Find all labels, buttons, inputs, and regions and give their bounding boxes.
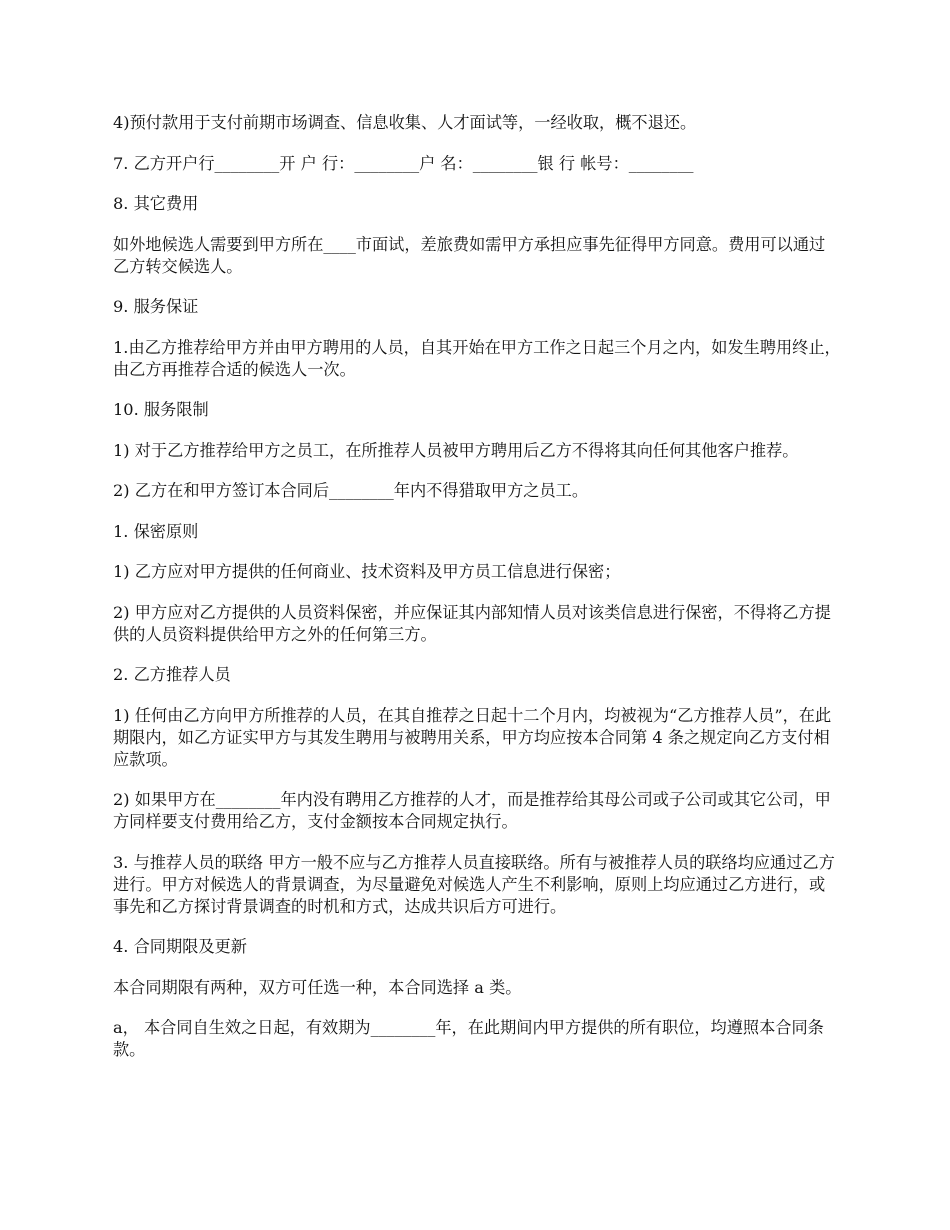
paragraph-prepayment-clause: 4)预付款用于支付前期市场调查、信息收集、人才面试等，一经收取，概不退还。: [113, 113, 697, 132]
paragraph-contract-term-a: a， 本合同自生效之日起，有效期为________年，在此期间内甲方提供的所有职位，均遵照本合同条款。: [113, 1018, 824, 1059]
paragraph-restriction-1: 1) 对于乙方推荐给甲方之员工，在所推荐人员被甲方聘用后乙方不得将其向任何其他客户推荐。: [113, 440, 799, 460]
paragraph-travel-expenses: 如外地候选人需要到甲方所在____市面试，差旅费如需甲方承担应事先征得甲方同意。费用可以通过乙方转交候选人。: [113, 234, 826, 276]
paragraph-recommended-staff-2: 2) 如果甲方在________年内没有聘用乙方推荐的人才，而是推荐给其母公司或子公司或其它公司，甲方同样要支付费用给乙方，支付金额按本合同规定执行。: [113, 790, 831, 831]
section-heading-confidentiality: 1. 保密原则: [113, 521, 199, 541]
paragraph-bank-account: 7. 乙方开户行________开 户 行：________户 名：________银 行 帐号：________: [113, 153, 694, 173]
section-heading-service-guarantee: 9. 服务保证: [113, 297, 199, 316]
document-body: [113, 112, 841, 1080]
paragraph-recommended-staff-1: 1) 任何由乙方向甲方所推荐的人员，在其自推荐之日起十二个月内，均被视为“乙方推荐人员”，在此期限内，如乙方证实甲方与其发生聘用与被聘用关系，甲方均应按本合同第 4 条之规定向乙方支付相应款项。: [113, 705, 832, 769]
section-heading-contract-term: 4. 合同期限及更新: [113, 937, 247, 956]
paragraph-contract-term-options: 本合同期限有两种，双方可任选一种，本合同选择 a 类。: [113, 977, 522, 997]
section-heading-recommended-staff: 2. 乙方推荐人员: [113, 665, 231, 684]
section-heading-other-fees: 8. 其它费用: [113, 194, 199, 213]
paragraph-candidate-contact: 3. 与推荐人员的联络 甲方一般不应与乙方推荐人员直接联络。所有与被推荐人员的联络均应通过乙方进行。甲方对候选人的背景调查，为尽量避免对候选人产生不利影响，原则上均应通过乙方进行，或事先和乙方探讨背景调查的时机和方式，达成共识后方可进行。: [113, 852, 835, 916]
paragraph-guarantee-replacement: 1.由乙方推荐给甲方并由甲方聘用的人员，自其开始在甲方工作之日起三个月之内，如发生聘用终止，由乙方再推荐合适的候选人一次。: [113, 337, 841, 379]
section-heading-service-restriction: 10. 服务限制: [113, 400, 209, 419]
paragraph-confidentiality-1: 1) 乙方应对甲方提供的任何商业、技术资料及甲方员工信息进行保密；: [113, 562, 621, 581]
paragraph-restriction-2: 2) 乙方在和甲方签订本合同后________年内不得猎取甲方之员工。: [113, 481, 589, 500]
paragraph-confidentiality-2: 2) 甲方应对乙方提供的人员资料保密，并应保证其内部知情人员对该类信息进行保密，不得将乙方提供的人员资料提供给甲方之外的任何第三方。: [113, 602, 831, 644]
